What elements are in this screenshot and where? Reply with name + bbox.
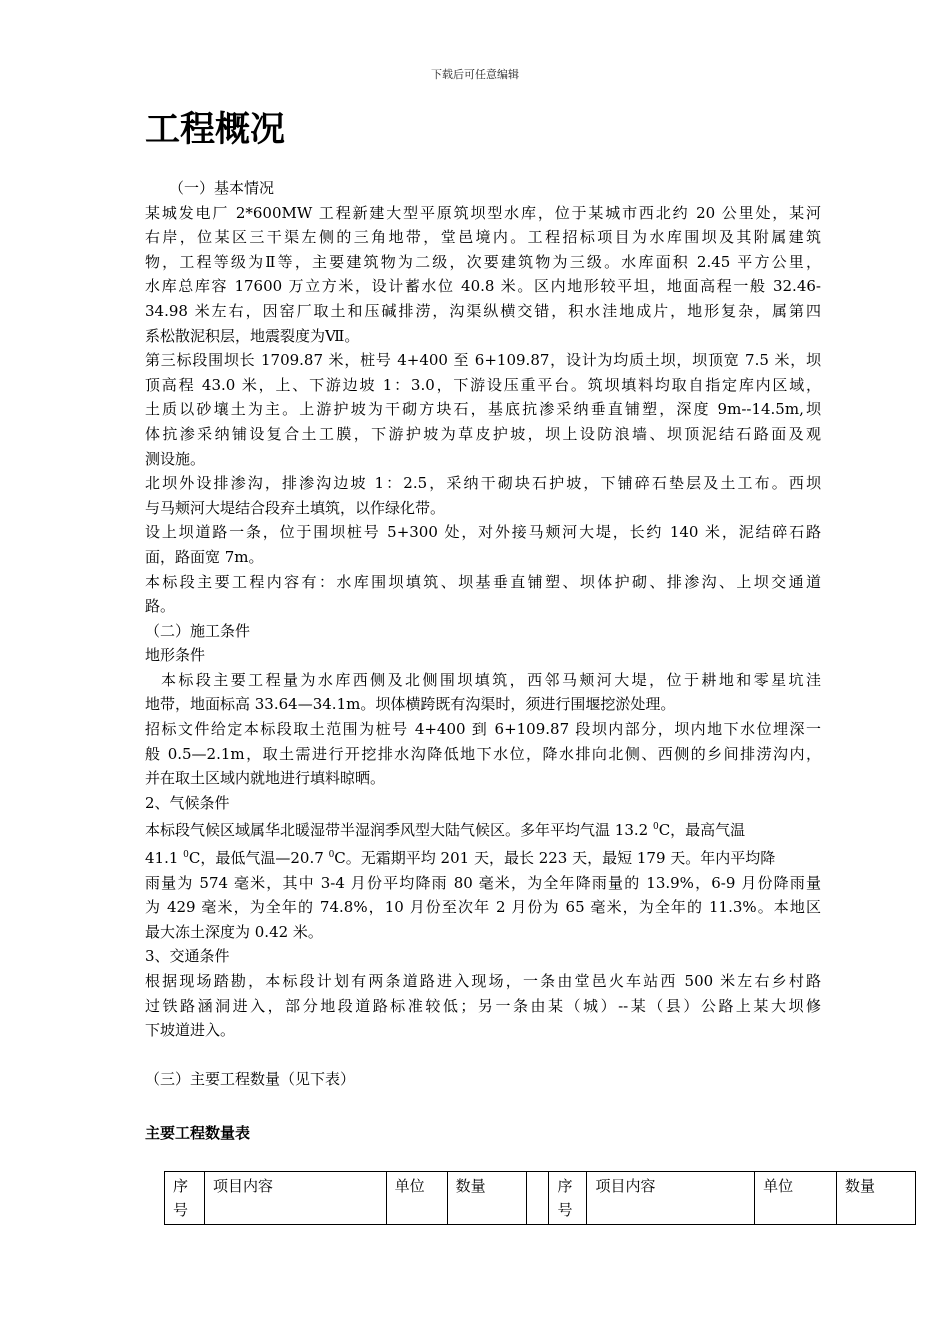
table-header-row — [165, 1172, 916, 1225]
paragraph-line: 招标文件给定本标段取土范围为桩号 4+400 到 6+109.87 段坝内部分，坝内地下水位埋深一 — [145, 720, 821, 739]
paragraph-line: 与马颊河大堤结合段弃土填筑，以作绿化带。 — [145, 498, 446, 517]
header-cell-unit: 单位 — [386, 1172, 447, 1225]
text-run: C。无霜期平均 201 天，最长 223 天，最短 179 天。年内平均降 — [334, 849, 776, 868]
paragraph-line: 右岸，位某区三干渠左侧的三角地带，堂邑境内。工程招标项目为水库围坝及其附属建筑 — [145, 228, 821, 247]
section-heading-quantities: （三）主要工程数量（见下表） — [145, 1069, 356, 1088]
header-cell-quantity: 数量 — [837, 1172, 916, 1225]
paragraph-line: 面，路面宽 7m。 — [145, 547, 264, 566]
paragraph-line: 设上坝道路一条，位于围坝桩号 5+300 处，对外接马颊河大堤，长约 140 米，泥结碎石路 — [145, 523, 821, 542]
page-title: 工程概况 — [145, 110, 286, 150]
paragraph-scope — [145, 570, 821, 619]
document-body — [145, 104, 821, 1145]
paragraph-climate — [145, 815, 821, 944]
paragraph-road — [145, 520, 821, 569]
header-cell-index: 序号 — [165, 1172, 205, 1225]
paragraph-line: 般 0.5—2.1m，取土需进行开挖排水沟降低地下水位，降水排向北侧、西侧的乡间排涝沟内， — [145, 744, 821, 763]
paragraph-borrow — [145, 717, 821, 791]
paragraph-terrain — [145, 668, 821, 717]
paragraph-dam — [145, 348, 821, 471]
header-cell-item: 项目内容 — [587, 1172, 755, 1225]
text-run: C，最高气温 — [658, 821, 746, 840]
paragraph-line: 34.98 米左右，因窑厂取土和压碱排涝，沟渠纵横交错，积水洼地成片，地形复杂，属第四 — [145, 301, 821, 320]
paragraph-line: 顶高程 43.0 米，上、下游边坡 1：3.0，下游设压重平台。筑坝填料均取自指定库内区域， — [145, 375, 821, 394]
paragraph-line: 最大冻土深度为 0.42 米。 — [145, 922, 323, 941]
paragraph-line: 地带，地面标高 33.64—34.1m。坝体横跨既有沟渠时，须进行围堰挖淤处理。 — [145, 695, 676, 714]
paragraph-line: 雨量为 574 毫米，其中 3-4 月份平均降雨 80 毫米，为全年降雨量的 13.9%，6-9 月份降雨量 — [145, 873, 821, 892]
paragraph-line: 土质以砂壤土为主。上游护坡为干砌方块石，基底抗渗采纳垂直铺塑，深度 9m--14.5m,坝 — [145, 400, 821, 419]
header-cell-unit: 单位 — [755, 1172, 837, 1225]
paragraph-line: 过铁路涵洞进入，部分地段道路标准较低；另一条由某（城）--某（县）公路上某大坝修 — [145, 996, 821, 1015]
header-cell-quantity: 数量 — [447, 1172, 527, 1225]
section-heading-basic: （一）基本情况 — [169, 179, 275, 197]
header-cell-item: 项目内容 — [204, 1172, 386, 1225]
paragraph-line: 本标段主要工程量为水库西侧及北侧围坝填筑，西邻马颊河大堤，位于耕地和零星坑洼 — [161, 670, 821, 689]
paragraph-line: 根据现场踏勘，本标段计划有两条道路进入现场，一条由堂邑火车站西 500 米左右乡村路 — [145, 972, 821, 990]
paragraph-line: 路。 — [145, 597, 176, 616]
text-run: C，最低气温—20.7 — [188, 849, 329, 868]
paragraph-line: 为 429 毫米，为全年的 74.8%，10 月份至次年 2 月份为 65 毫米，为全年的 11.3%。本地区 — [145, 898, 821, 917]
paragraph-line: 并在取土区域内就地进行填料晾晒。 — [145, 769, 386, 788]
table-title: 主要工程数量表 — [145, 1124, 251, 1143]
paragraph-line: 下坡道进入。 — [145, 1021, 236, 1040]
paragraph-line: 北坝外设排渗沟，排渗沟边坡 1：2.5，采纳干砌块石护坡，下铺碎石垫层及土工布。西坝 — [145, 474, 821, 493]
header-cell-index: 序号 — [549, 1172, 587, 1225]
superscript: 0 — [183, 850, 189, 861]
paragraph-line — [145, 815, 821, 843]
superscript: 0 — [328, 850, 335, 861]
page-header: 下载后可任意编辑 — [431, 68, 519, 81]
subheading-terrain: 地形条件 — [145, 646, 206, 665]
paragraph-overview — [145, 201, 821, 349]
paragraph-line: 第三标段围坝长 1709.87 米，桩号 4+400 至 6+109.87，设计为均质土坝，坝顶宽 7.5 米，坝 — [145, 351, 821, 370]
paragraph-line: 某城发电厂 2*600MW 工程新建大型平原筑坝型水库，位于某城市西北约 20 公里处，某河 — [145, 203, 821, 222]
subheading-traffic: 3、交通条件 — [145, 947, 230, 966]
section-heading-conditions: （二）施工条件 — [145, 621, 251, 640]
paragraph-drainage — [145, 471, 821, 520]
paragraph-line: 系松散泥积层，地震裂度为Ⅶ。 — [145, 326, 360, 345]
header-cell-spacer — [527, 1172, 549, 1225]
paragraph-line: 水库总库容 17600 万立方米，设计蓄水位 40.8 米。区内地形较平坦，地面高程一般 32.46- — [145, 277, 821, 296]
paragraph-line: 物，工程等级为Ⅱ等，主要建筑物为二级，次要建筑物为三级。水库面积 2.45 平方公里， — [145, 252, 821, 271]
paragraph-line: 本标段主要工程内容有：水库围坝填筑、坝基垂直铺塑、坝体护砌、排渗沟、上坝交通道 — [145, 572, 821, 591]
superscript: 0 — [652, 822, 659, 833]
text-run: 41.1 — [145, 849, 184, 868]
paragraph-line: 测设施。 — [145, 449, 206, 468]
text-run: 本标段气候区域属华北暖湿带半湿润季风型大陆气候区。多年平均气温 13.2 — [145, 821, 653, 840]
subheading-climate: 2、气候条件 — [145, 793, 230, 812]
paragraph-traffic — [145, 969, 821, 1043]
paragraph-line: 体抗渗采纳铺设复合土工膜，下游护坡为草皮护坡，坝上设防浪墙、坝顶泥结石路面及观 — [145, 424, 821, 443]
paragraph-line — [145, 843, 821, 871]
quantities-table — [164, 1171, 916, 1225]
